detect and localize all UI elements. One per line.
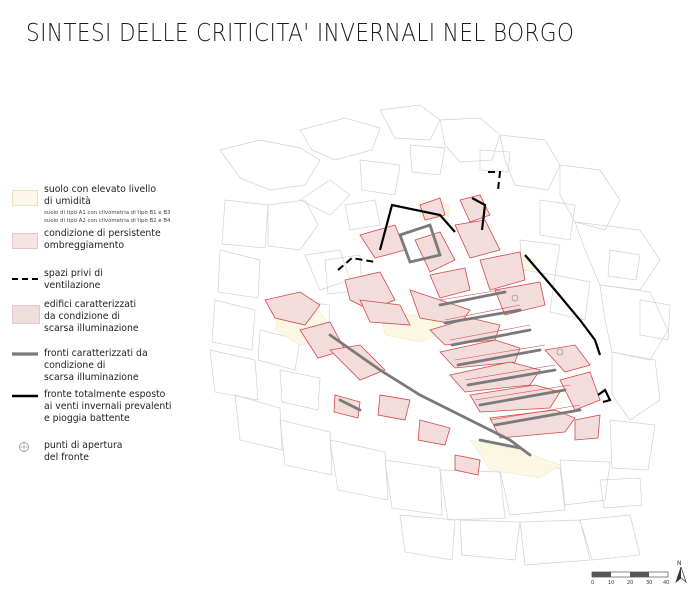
buildings-label-2: da condizione di (44, 311, 120, 322)
scale-tick: 10 (608, 580, 615, 586)
north-arrow-icon (674, 567, 688, 583)
fronts-label-1: fronti caratterizzati da (44, 348, 148, 359)
scale-tick: 0 (591, 580, 595, 586)
north-arrow (674, 560, 688, 582)
ventilation-label-2: ventilazione (44, 280, 101, 291)
scale-bar-graphic (591, 568, 671, 580)
scale-bar (591, 568, 671, 594)
exposed-label-1: fronte totalmente esposto (44, 389, 166, 400)
legend (0, 0, 200, 470)
exposed-label-2: ai venti invernali prevalenti (44, 401, 172, 412)
scale-tick: 20 (627, 580, 634, 586)
shade-swatch (12, 233, 38, 249)
map-title: SINTESI DELLE CRITICITA' INVERNALI NEL BORGO (26, 18, 575, 47)
fronts-label-2: condizione di (44, 360, 106, 371)
scale-tick: 30 (646, 580, 653, 586)
shade-label-2: ombreggiamento (44, 240, 125, 251)
low-light-front-line-icon (12, 351, 38, 357)
humid-soil-label-1: suolo con elevato livello (44, 184, 157, 195)
buildings-label-1: edifici caratterizzati (44, 299, 137, 310)
shade-label-1: condizione di persistente (44, 228, 161, 239)
humid-soil-swatch (12, 190, 38, 206)
scale-tick: 40 (663, 580, 670, 586)
opening-label-2: del fronte (44, 452, 89, 463)
buildings-label-3: scarsa illuminazione (44, 323, 139, 334)
exposed-front-line-icon (12, 393, 38, 399)
north-label: N (677, 560, 682, 567)
opening-point-icon (18, 441, 30, 453)
humid-soil-sub-1: suolo di tipo A1 con clivometria di tipo B1 e B3 (44, 210, 171, 216)
exposed-label-3: e pioggia battente (44, 413, 130, 424)
ventilation-label-1: spazi privi di (44, 268, 103, 279)
humid-soil-label-2: di umidità (44, 196, 91, 207)
poor-light-buildings-swatch (12, 305, 40, 324)
humid-soil-sub-2: suolo di tipo A2 con clivometria di tipo B2 e B4 (44, 218, 171, 224)
ventilation-dash-icon (12, 276, 38, 282)
fronts-label-3: scarsa illuminazione (44, 372, 139, 383)
opening-label-1: punti di apertura (44, 440, 123, 451)
